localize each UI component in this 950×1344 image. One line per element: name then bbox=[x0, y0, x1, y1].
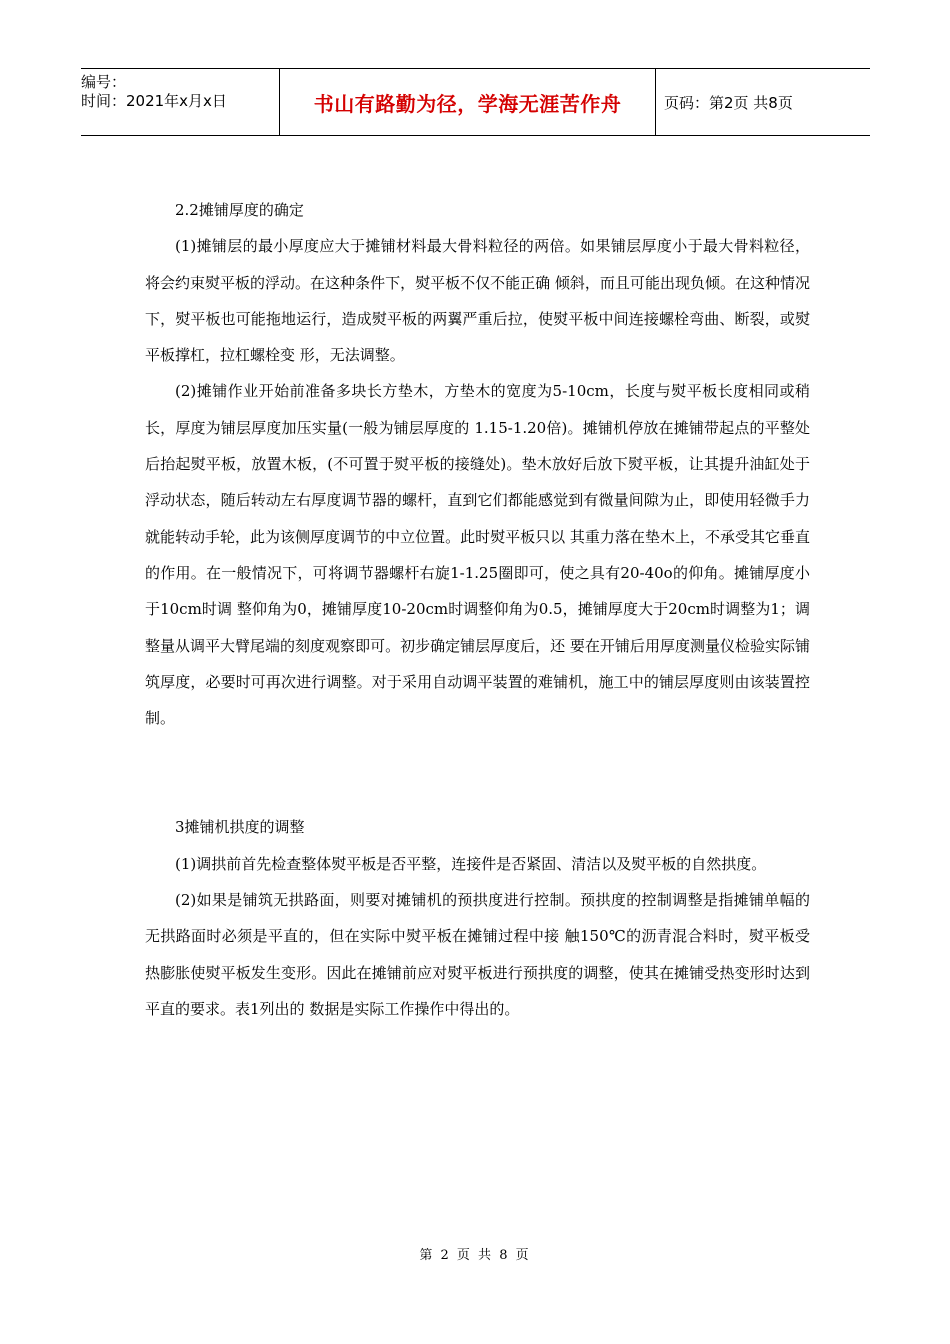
paragraph: (2)如果是铺筑无拱路面，则要对摊铺机的预拱度进行控制。预拱度的控制调整是指摊铺单幅的无拱路面时必须是平直的，但在实际中熨平板在摊铺过程中接 触150℃的沥青混合料时，熨平板受热膨胀使熨平板发生变形。因此在摊铺前应对熨平板进行预拱度的调整，使其在摊铺受热变形时达到平直的要求。表1列出的 数据是实际工作操作中得出的。 bbox=[145, 891, 810, 1018]
paragraph: (2)摊铺作业开始前准备多块长方垫木，方垫木的宽度为5-10cm，长度与熨平板长度相同或稍长，厚度为铺层厚度加压实量(一般为铺层厚度的 1.15-1.20倍)。摊铺机停放在摊铺带起点的平整处后抬起熨平板，放置木板，(不可置于熨平板的接缝处)。垫木放好后放下熨平板，让其提升油缸处于 浮动状态，随后转动左右厚度调节器的螺杆，直到它们都能感觉到有微量间隙为止，即使用轻微手力就能转动手轮，此为该侧厚度调节的中立位置。此时熨平板只以 其重力落在垫木上，不承受其它垂直的作用。在一般情况下，可将调节器螺杆右旋1-1.25圈即可，使之具有20-40o的仰角。摊铺厚度小于10cm时调 整仰角为0，摊铺厚度10-20cm时调整仰角为0.5，摊铺厚度大于20cm时调整为1；调整量从调平大臂尾端的刻度观察即可。初步确定铺层厚度后，还 要在开铺后用厚度测量仪检验实际铺筑厚度，必要时可再次进行调整。对于采用自动调平装置的难铺机，施工中的铺层厚度则由该装置控制。 bbox=[145, 382, 810, 728]
document-time-label: 时间：2021年x月x日 bbox=[81, 92, 227, 110]
header-page-label: 页码：第2页 共8页 bbox=[664, 93, 793, 112]
header-motto: 书山有路勤为径，学海无涯苦作舟 bbox=[280, 69, 656, 135]
paragraph: (1)摊铺层的最小厚度应大于摊铺材料最大骨料粒径的两倍。如果铺层厚度小于最大骨料粒径，将会约束熨平板的浮动。在这种条件下，熨平板不仅不能正确 倾斜，而且可能出现负倾。在这种情况下，熨平板也可能拖地运行，造成熨平板的两翼严重后拉，使熨平板中间连接螺栓弯曲、断裂，或熨平板撑杠，拉杠螺栓变 形，无法调整。 bbox=[145, 237, 810, 365]
page-footer: 第 2 页 共 8 页 bbox=[419, 1248, 531, 1263]
section-heading: 2.2摊铺厚度的确定 bbox=[175, 201, 304, 219]
document-header bbox=[81, 68, 870, 136]
paragraph: (1)调拱前首先检查整体熨平板是否平整，连接件是否紧固、清洁以及熨平板的自然拱度。 bbox=[175, 854, 767, 873]
document-number-label: 编号： bbox=[81, 73, 127, 91]
section-heading: 3摊铺机拱度的调整 bbox=[175, 818, 305, 837]
section-spacer bbox=[145, 736, 810, 809]
header-info-cell bbox=[81, 69, 280, 135]
document-body bbox=[145, 192, 810, 1027]
